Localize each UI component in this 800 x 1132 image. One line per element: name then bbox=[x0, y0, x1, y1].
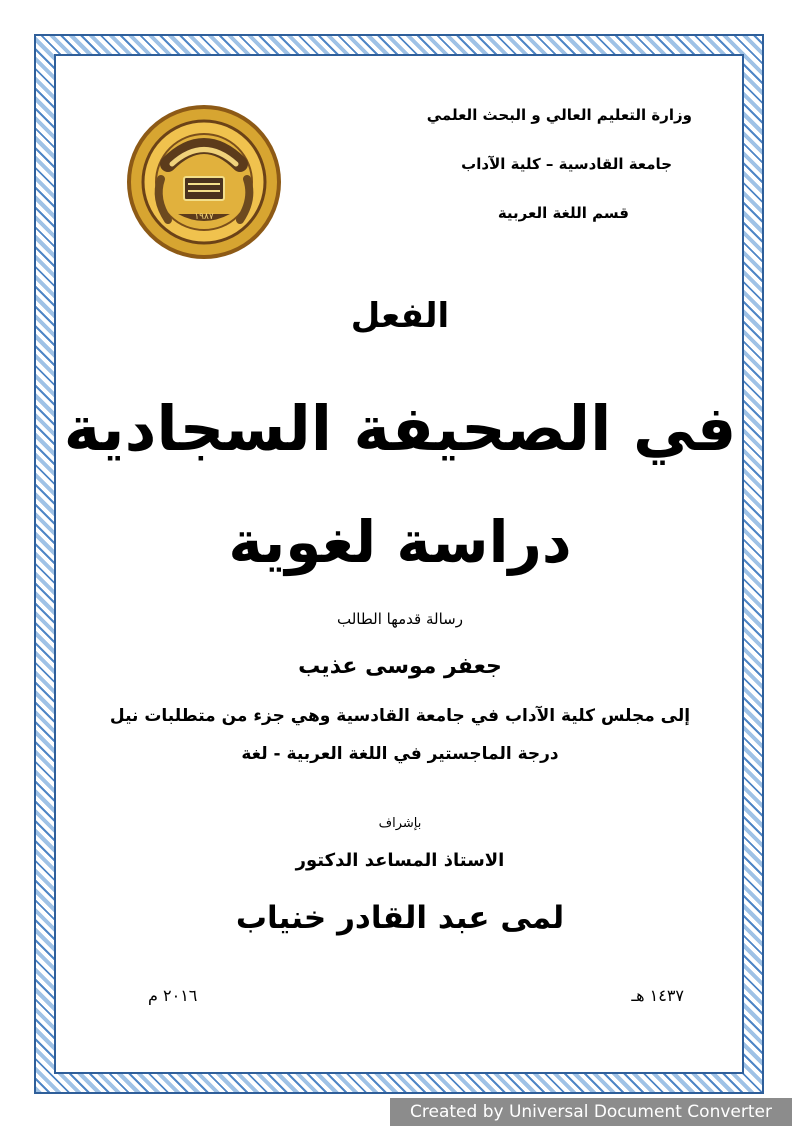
hijri-date: ١٤٣٧ هـ bbox=[631, 986, 684, 1005]
supervisor-rank: الاستاذ المساعد الدكتور bbox=[295, 850, 505, 871]
gregorian-date: ٢٠١٦ م bbox=[148, 986, 198, 1005]
department-name: قسم اللغة العربية bbox=[497, 204, 629, 222]
thesis-title-line-3: دراسة لغوية bbox=[228, 508, 572, 576]
supervision-label: بإشراف bbox=[378, 816, 422, 831]
thesis-title-line-1: الفعل bbox=[350, 296, 450, 336]
university-seal-svg bbox=[126, 104, 282, 260]
presentation-intro: رسالة قدمها الطالب bbox=[336, 610, 463, 628]
svg-text:١٩٨٧: ١٩٨٧ bbox=[194, 212, 214, 222]
supervisor-name: لمى عبد القادر خنياب bbox=[235, 900, 565, 936]
student-name: جعفر موسى عذيب bbox=[298, 654, 502, 679]
converter-watermark: Created by Universal Document Converter bbox=[390, 1098, 792, 1126]
university-college-name: جامعة القادسية – كلية الآداب bbox=[461, 155, 672, 173]
purpose-line-2: درجة الماجستير في اللغة العربية - لغة bbox=[241, 744, 559, 764]
purpose-line-1: إلى مجلس كلية الآداب في جامعة القادسية وهي جزء من متطلبات نيل bbox=[109, 706, 691, 726]
ministry-name: وزارة التعليم العالي و البحث العلمي bbox=[426, 106, 692, 124]
thesis-title-line-2: في الصحيفة السجادية bbox=[63, 392, 737, 465]
university-seal-logo bbox=[126, 104, 282, 260]
